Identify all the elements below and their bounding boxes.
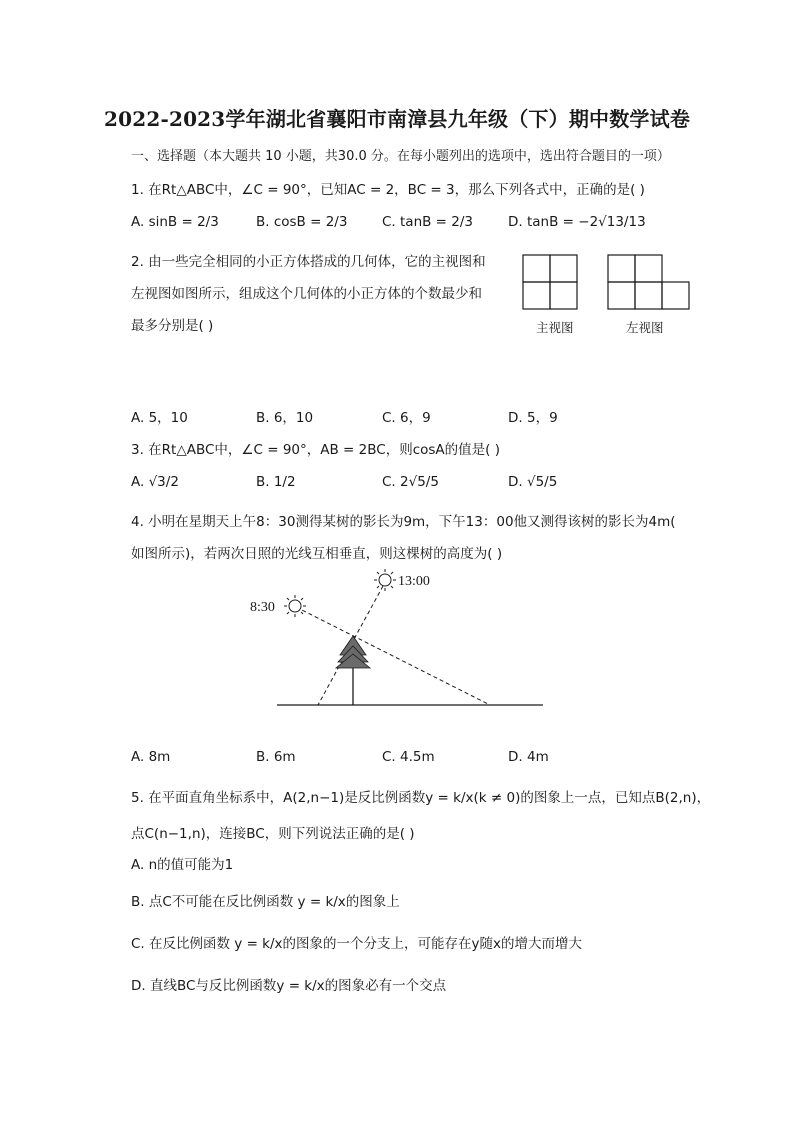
q2-option-c: C. 6，9 [382,410,431,426]
q3-option-a: A. √3/2 [131,474,179,490]
q3-option-d: D. √5/5 [508,474,558,490]
question-2-line-1: 2. 由一些完全相同的小正方体搭成的几何体，它的主视图和 [131,254,486,270]
q1-option-a: A. sinB = 2/3 [131,214,219,230]
q5-option-d: D. 直线BC与反比例函数y = k/x的图象必有一个交点 [131,978,447,994]
left-view-cell [608,255,635,282]
q3-option-b: B. 1/2 [256,474,296,490]
q1-option-b: B. cosB = 2/3 [256,214,348,230]
label-1300: 13:00 [398,574,430,589]
question-5-line-1: 5. 在平面直角坐标系中，A(2,n−1)是反比例函数y = k/x(k ≠ 0)的图象上一点，已知点B(2,n)， [131,790,711,806]
section-heading: 一、选择题（本大题共 10 小题，共30.0 分。在每小题列出的选项中，选出符合题目的一项） [131,149,670,164]
sun-830-icon [284,595,306,617]
left-view-cell [662,282,689,309]
q2-option-a: A. 5，10 [131,410,188,426]
front-view-cell [550,255,577,282]
q1-option-c: C. tanB = 2/3 [382,214,474,230]
question-5-line-2: 点C(n−1,n)，连接BC，则下列说法正确的是( ) [131,826,415,842]
question-2-line-3: 最多分别是( ) [131,318,214,334]
label-830: 8:30 [250,600,275,615]
left-view-label: 左视图 [626,320,664,335]
question-1-stem: 1. 在Rt△ABC中，∠C = 90°，已知AC = 2，BC = 3，那么下列各式中，正确的是( ) [131,182,645,198]
question-4-line-2: 如图所示)，若两次日照的光线互相垂直，则这棵树的高度为( ) [131,546,503,562]
question-3-stem: 3. 在Rt△ABC中，∠C = 90°，AB = 2BC，则cosA的值是( ) [131,442,500,458]
views-figure [520,252,695,312]
left-view-cell [635,255,662,282]
page-title: 2022-2023学年湖北省襄阳市南漳县九年级（下）期中数学试卷 [103,107,691,131]
ray-830 [296,607,490,705]
q2-option-d: D. 5，9 [508,410,558,426]
front-view-cell [523,255,550,282]
sun-1300-icon [374,569,396,591]
q5-option-c: C. 在反比例函数 y = k/x的图象的一个分支上，可能存在y随x的增大而增大 [131,936,583,952]
q2-option-b: B. 6，10 [256,410,314,426]
q4-option-d: D. 4m [508,749,549,765]
front-view-cell [550,282,577,309]
left-view-cell [608,282,635,309]
q5-option-a: A. n的值可能为1 [131,857,234,873]
q1-option-d: D. tanB = −2√13/13 [508,214,646,230]
front-view-label: 主视图 [536,320,574,335]
q4-option-a: A. 8m [131,749,171,765]
front-view-cell [523,282,550,309]
left-view-cell [635,282,662,309]
q3-option-c: C. 2√5/5 [382,474,439,490]
q4-option-c: C. 4.5m [382,749,435,765]
tree-shadow-figure [240,562,560,712]
question-4-line-1: 4. 小明在星期天上午8：30测得某树的影长为9m，下午13：00他又测得该树的影长为4m( [131,514,676,530]
q5-option-b: B. 点C不可能在反比例函数 y = k/x的图象上 [131,894,400,910]
question-2-line-2: 左视图如图所示，组成这个几何体的小正方体的个数最少和 [131,286,482,302]
q4-option-b: B. 6m [256,749,296,765]
